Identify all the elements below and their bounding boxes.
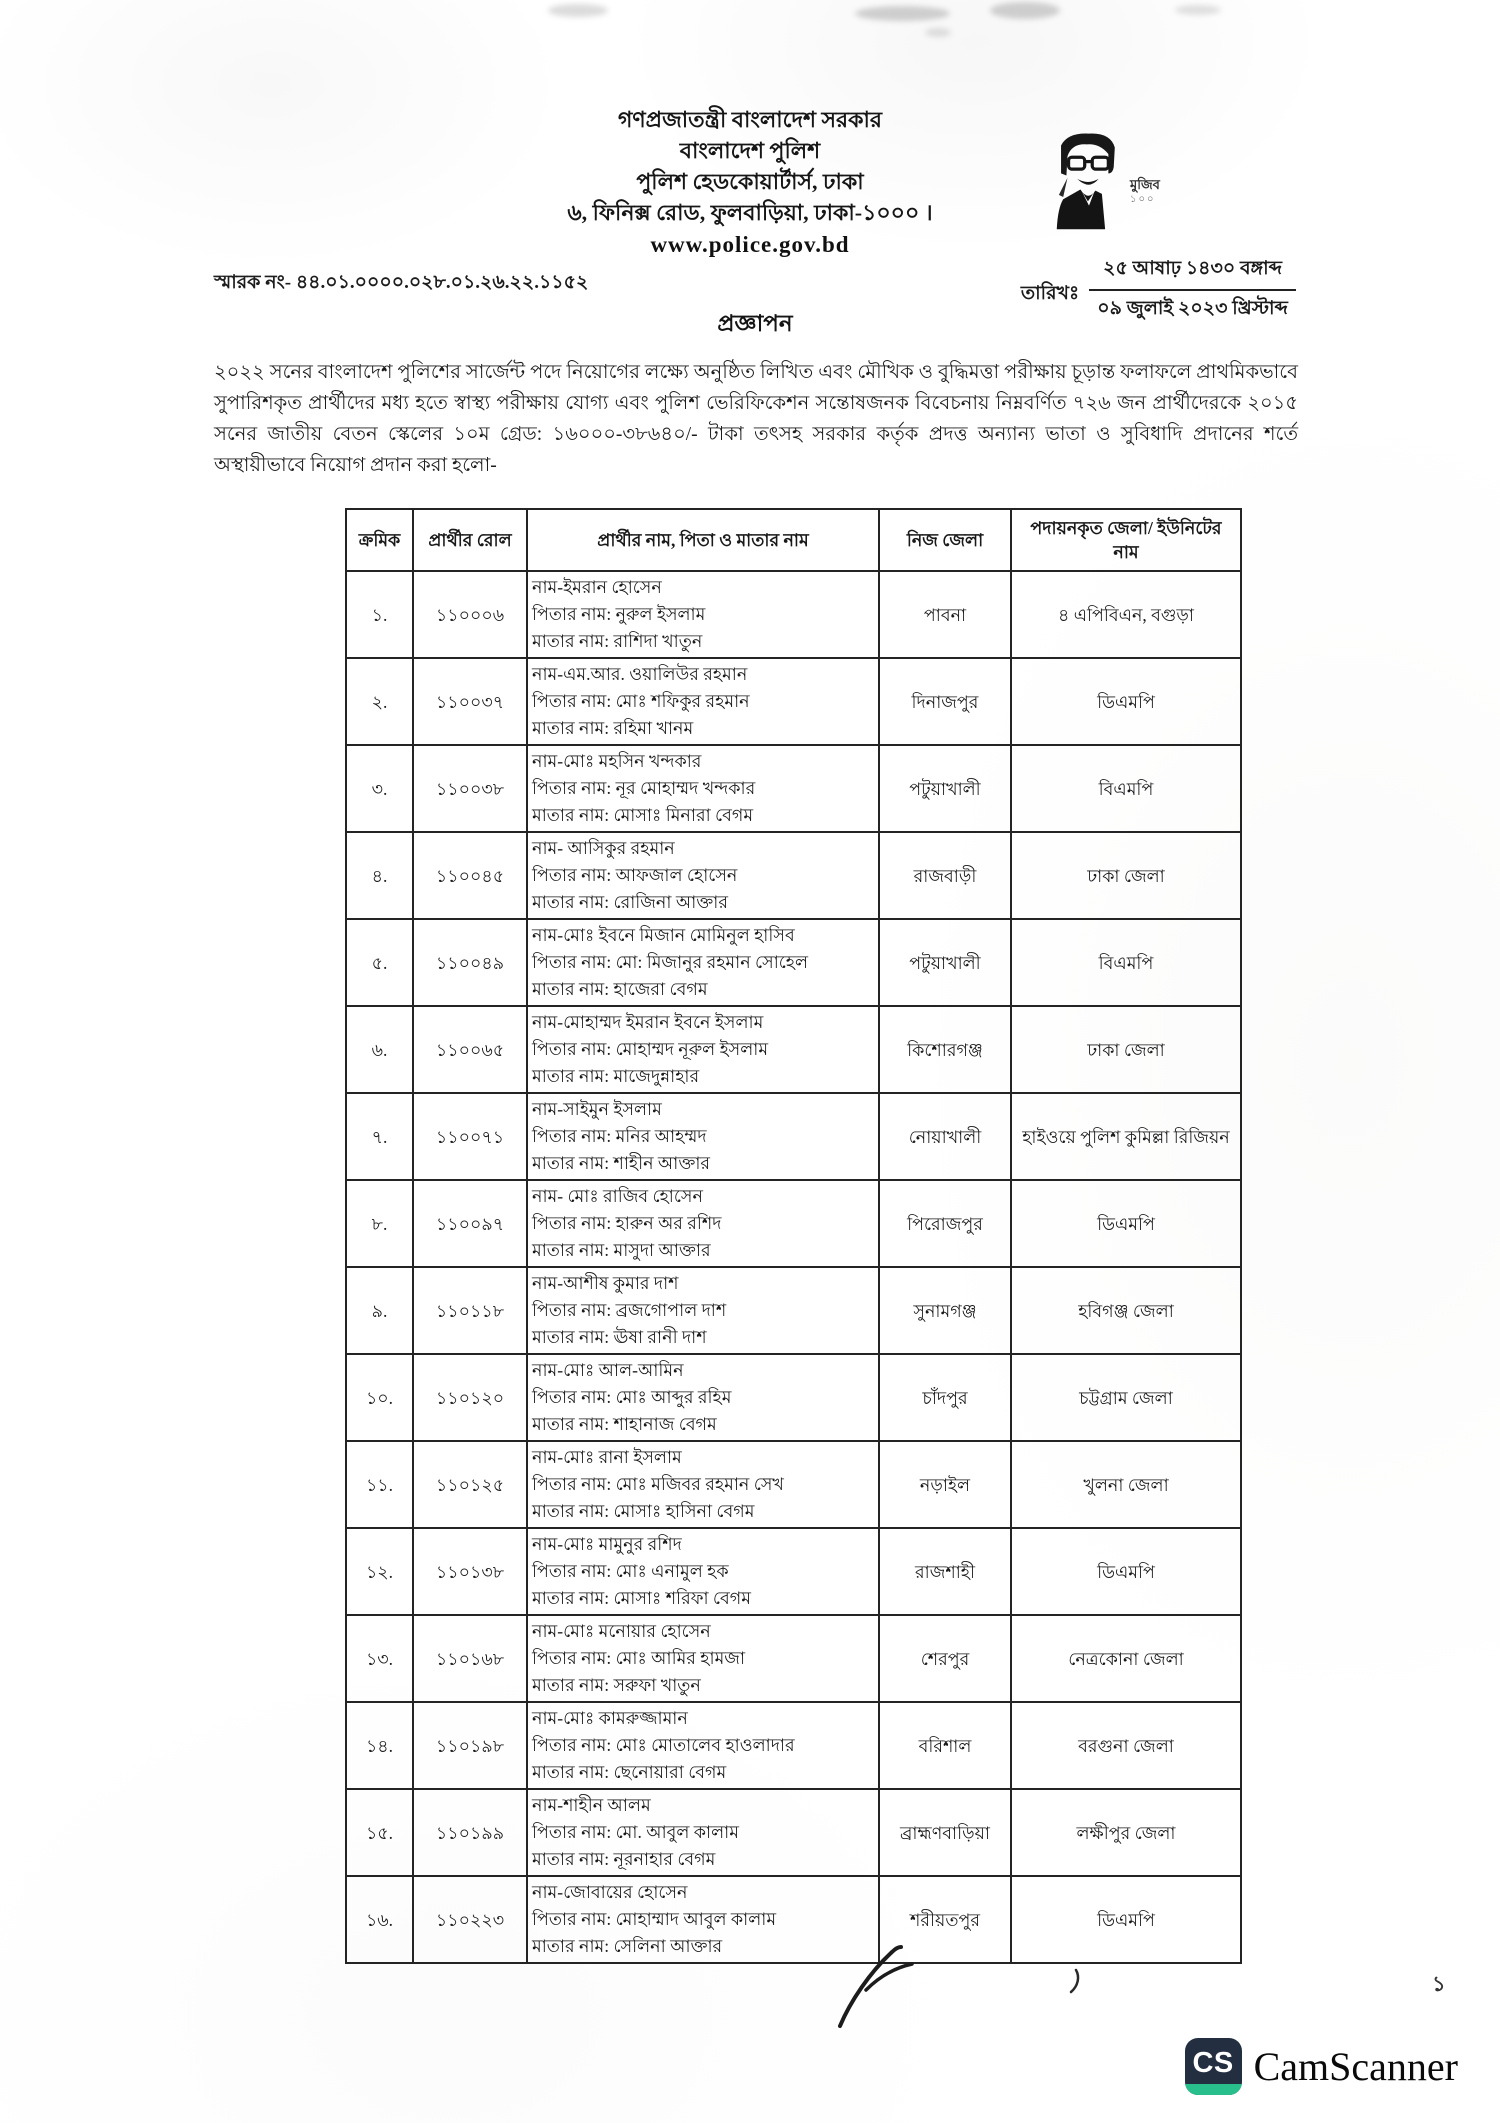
name-cell bbox=[527, 1180, 879, 1267]
name-cell bbox=[527, 1006, 879, 1093]
candidate-name: নাম-মোঃ রানা ইসলাম bbox=[532, 1447, 682, 1467]
serial-cell: ১৪. bbox=[346, 1702, 413, 1789]
candidate-name: নাম-মোহাম্মদ ইমরান ইবনে ইসলাম bbox=[532, 1012, 764, 1032]
mother-name: মাতার নাম: মাজেদুন্নাহার bbox=[532, 1066, 700, 1086]
scan-smudge bbox=[1175, 5, 1221, 15]
name-cell bbox=[527, 1093, 879, 1180]
candidate-name: নাম-এম.আর. ওয়ালিউর রহমান bbox=[532, 664, 748, 684]
candidate-name: নাম-মোঃ কামরুজ্জামান bbox=[532, 1708, 688, 1728]
table-row bbox=[346, 1702, 1241, 1789]
posting-cell: চট্টগ্রাম জেলা bbox=[1011, 1354, 1241, 1441]
scan-smudge bbox=[925, 28, 951, 37]
date-bangla: ২৫ আষাঢ় ১৪৩০ বঙ্গাব্দ bbox=[1089, 254, 1296, 291]
office-address: ৬, ফিনিক্স রোড, ফুলবাড়িয়া, ঢাকা-১০০০ । bbox=[567, 200, 933, 225]
serial-cell: ১২. bbox=[346, 1528, 413, 1615]
district-cell: বরিশাল bbox=[879, 1702, 1011, 1789]
candidate-name: নাম- আসিকুর রহমান bbox=[532, 838, 675, 858]
district-cell: পটুয়াখালী bbox=[879, 919, 1011, 1006]
father-name: পিতার নাম: মো. আবুল কালাম bbox=[532, 1822, 739, 1842]
posting-cell: ডিএমপি bbox=[1011, 1876, 1241, 1963]
posting-cell: হবিগঞ্জ জেলা bbox=[1011, 1267, 1241, 1354]
mother-name: মাতার নাম: মাসুদা আক্তার bbox=[532, 1240, 711, 1260]
district-cell: ব্রাহ্মণবাড়িয়া bbox=[879, 1789, 1011, 1876]
roll-cell: ১১০০৪৯ bbox=[413, 919, 527, 1006]
serial-cell: ৮. bbox=[346, 1180, 413, 1267]
posting-cell: বিএমপি bbox=[1011, 745, 1241, 832]
father-name: পিতার নাম: মোঃ মজিবর রহমান সেখ bbox=[532, 1474, 784, 1494]
candidate-name: নাম-মোঃ আল-আমিন bbox=[532, 1360, 684, 1380]
posting-cell: ডিএমপি bbox=[1011, 1528, 1241, 1615]
candidate-name: নাম- মোঃ রাজিব হোসেন bbox=[532, 1186, 703, 1206]
mujib-100-logo bbox=[1046, 130, 1196, 240]
camscanner-wordmark: CamScanner bbox=[1253, 2044, 1458, 2089]
name-cell bbox=[527, 1789, 879, 1876]
serial-cell: ১৩. bbox=[346, 1615, 413, 1702]
roll-cell: ১১০০৬৫ bbox=[413, 1006, 527, 1093]
table-row bbox=[346, 1528, 1241, 1615]
district-cell: পিরোজপুর bbox=[879, 1180, 1011, 1267]
serial-cell: ১. bbox=[346, 571, 413, 658]
table-row bbox=[346, 1354, 1241, 1441]
district-cell: পাবনা bbox=[879, 571, 1011, 658]
mother-name: মাতার নাম: ছেনোয়ারা বেগম bbox=[532, 1762, 727, 1782]
roll-cell: ১১০০৩৮ bbox=[413, 745, 527, 832]
document-title: প্রজ্ঞাপন bbox=[717, 311, 793, 336]
mujib-100-portrait-icon bbox=[1046, 130, 1132, 234]
table-row bbox=[346, 745, 1241, 832]
district-cell: শরীয়তপুর bbox=[879, 1876, 1011, 1963]
serial-cell: ৯. bbox=[346, 1267, 413, 1354]
serial-cell: ৩. bbox=[346, 745, 413, 832]
camscanner-cs-icon bbox=[1185, 2038, 1242, 2095]
body-paragraph: ২০২২ সনের বাংলাদেশ পুলিশের সার্জেন্ট পদে নিয়োগের লক্ষ্যে অনুষ্ঠিত লিখিত এবং মৌখিক ও বুদ্ধিমত্তা পরীক্ষায় চূড়ান্ত ফলাফলে প্রাথমিকভাবে সুপারিশকৃত প্রার্থীদের মধ্য হতে স্বাস্থ্য পরীক্ষায় যোগ্য এবং পুলিশ ভেরিফিকেশন সন্তোষজনক বিবেচনায় নিম্নবর্ণিত ৭২৬ জন প্রার্থীদেরকে ২০১৫ সনের জাতীয় বেতন স্কেলের ১০ম গ্রেড: ১৬০০০-৩৮৬৪০/- টাকা তৎসহ সরকার কর্তৃক প্রদত্ত অন্যান্য ভাতা ও সুবিধাদি প্রদানের শর্তে অস্থায়ীভাবে নিয়োগ প্রদান করা হলো- bbox=[214, 362, 1298, 476]
office-name: পুলিশ হেডকোয়ার্টার্স, ঢাকা bbox=[636, 169, 864, 194]
name-cell bbox=[527, 1615, 879, 1702]
serial-cell: ৫. bbox=[346, 919, 413, 1006]
candidate-name: নাম-ইমরান হোসেন bbox=[532, 577, 662, 597]
header-district: নিজ জেলা bbox=[879, 509, 1011, 571]
district-cell: নড়াইল bbox=[879, 1441, 1011, 1528]
org-name: বাংলাদেশ পুলিশ bbox=[679, 138, 821, 163]
posting-cell: ৪ এপিবিএন, বগুড়া bbox=[1011, 571, 1241, 658]
website-text: www.police.gov.bd bbox=[650, 232, 850, 257]
mother-name: মাতার নাম: শাহীন আক্তার bbox=[532, 1153, 711, 1173]
posting-cell: খুলনা জেলা bbox=[1011, 1441, 1241, 1528]
mother-name: মাতার নাম: মোসাঃ মিনারা বেগম bbox=[532, 805, 754, 825]
father-name: পিতার নাম: মোঃ এনামুল হক bbox=[532, 1561, 729, 1581]
mother-name: মাতার নাম: শাহানাজ বেগম bbox=[532, 1414, 717, 1434]
father-name: পিতার নাম: মোহাম্মাদ আবুল কালাম bbox=[532, 1909, 777, 1929]
page-number: ১ bbox=[1432, 1972, 1446, 1996]
mother-name: মাতার নাম: রহিমা খানম bbox=[532, 718, 694, 738]
mother-name: মাতার নাম: সেলিনা আক্তার bbox=[532, 1936, 723, 1956]
candidate-name: নাম-জোবায়ের হোসেন bbox=[532, 1882, 688, 1902]
father-name: পিতার নাম: মোঃ আব্দুর রহিম bbox=[532, 1387, 732, 1407]
posting-cell: হাইওয়ে পুলিশ কুমিল্লা রিজিয়ন bbox=[1011, 1093, 1241, 1180]
camscanner-footer bbox=[1185, 2038, 1458, 2095]
name-cell bbox=[527, 919, 879, 1006]
roll-cell: ১১০১২৫ bbox=[413, 1441, 527, 1528]
table-row bbox=[346, 919, 1241, 1006]
posting-cell: নেত্রকোনা জেলা bbox=[1011, 1615, 1241, 1702]
district-cell: সুনামগঞ্জ bbox=[879, 1267, 1011, 1354]
roll-cell: ১১০০৯৭ bbox=[413, 1180, 527, 1267]
candidate-name: নাম-মোঃ মহসিন খন্দকার bbox=[532, 751, 702, 771]
serial-cell: ৭. bbox=[346, 1093, 413, 1180]
table-row bbox=[346, 1180, 1241, 1267]
mother-name: মাতার নাম: ঊষা রানী দাশ bbox=[532, 1327, 707, 1347]
table-header-row bbox=[346, 509, 1241, 571]
district-cell: কিশোরগঞ্জ bbox=[879, 1006, 1011, 1093]
father-name: পিতার নাম: নূর মোহাম্মদ খন্দকার bbox=[532, 778, 756, 798]
father-name: পিতার নাম: ব্রজগোপাল দাশ bbox=[532, 1300, 727, 1320]
table-row bbox=[346, 1093, 1241, 1180]
district-cell: দিনাজপুর bbox=[879, 658, 1011, 745]
candidate-name: নাম-মোঃ মামুনুর রশিদ bbox=[532, 1534, 682, 1554]
header-roll: প্রার্থীর রোল bbox=[413, 509, 527, 571]
father-name: পিতার নাম: মোঃ আমির হামজা bbox=[532, 1648, 746, 1668]
serial-cell: ২. bbox=[346, 658, 413, 745]
date-gregorian: ০৯ জুলাই ২০২৩ খ্রিস্টাব্দ bbox=[1097, 298, 1288, 319]
roll-cell: ১১০১৯৯ bbox=[413, 1789, 527, 1876]
name-cell bbox=[527, 1702, 879, 1789]
scan-smudge bbox=[548, 4, 608, 17]
name-cell bbox=[527, 745, 879, 832]
name-cell bbox=[527, 1441, 879, 1528]
district-cell: রাজশাহী bbox=[879, 1528, 1011, 1615]
scan-smudge bbox=[855, 6, 950, 21]
father-name: পিতার নাম: মোঃ মোতালেব হাওলাদার bbox=[532, 1735, 795, 1755]
roll-cell: ১১০০৪৫ bbox=[413, 832, 527, 919]
table-row bbox=[346, 1615, 1241, 1702]
name-cell bbox=[527, 1267, 879, 1354]
table-row bbox=[346, 1789, 1241, 1876]
header-serial: ক্রমিক bbox=[346, 509, 413, 571]
candidate-name: নাম-শাহীন আলম bbox=[532, 1795, 651, 1815]
table-row bbox=[346, 832, 1241, 919]
serial-cell: ১১. bbox=[346, 1441, 413, 1528]
posting-cell: ডিএমপি bbox=[1011, 1180, 1241, 1267]
posting-cell: ঢাকা জেলা bbox=[1011, 1006, 1241, 1093]
district-cell: পটুয়াখালী bbox=[879, 745, 1011, 832]
table-row bbox=[346, 1876, 1241, 1963]
government-name: গণপ্রজাতন্ত্রী বাংলাদেশ সরকার bbox=[617, 107, 883, 132]
posting-cell: ঢাকা জেলা bbox=[1011, 832, 1241, 919]
name-cell bbox=[527, 571, 879, 658]
district-cell: রাজবাড়ী bbox=[879, 832, 1011, 919]
district-cell: নোয়াখালী bbox=[879, 1093, 1011, 1180]
roll-cell: ১১০১৬৮ bbox=[413, 1615, 527, 1702]
roll-cell: ১১০১৯৮ bbox=[413, 1702, 527, 1789]
table-row bbox=[346, 1441, 1241, 1528]
serial-cell: ১০. bbox=[346, 1354, 413, 1441]
mother-name: মাতার নাম: রাশিদা খাতুন bbox=[532, 631, 703, 651]
district-cell: শেরপুর bbox=[879, 1615, 1011, 1702]
header-name: প্রার্থীর নাম, পিতা ও মাতার নাম bbox=[527, 509, 879, 571]
roll-cell: ১১০০৩৭ bbox=[413, 658, 527, 745]
roll-cell: ১১০০০৬ bbox=[413, 571, 527, 658]
table-body bbox=[346, 571, 1241, 1963]
father-name: পিতার নাম: মো: মিজানুর রহমান সোহেল bbox=[532, 952, 809, 972]
serial-cell: ১৬. bbox=[346, 1876, 413, 1963]
mother-name: মাতার নাম: সরুফা খাতুন bbox=[532, 1675, 701, 1695]
date-label: তারিখঃ bbox=[1020, 283, 1080, 304]
name-cell bbox=[527, 1528, 879, 1615]
table-row bbox=[346, 1267, 1241, 1354]
table-row bbox=[346, 1006, 1241, 1093]
name-cell bbox=[527, 658, 879, 745]
district-cell: চাঁদপুর bbox=[879, 1354, 1011, 1441]
roll-cell: ১১০২২৩ bbox=[413, 1876, 527, 1963]
roll-cell: ১১০০৭১ bbox=[413, 1093, 527, 1180]
posting-cell: লক্ষীপুর জেলা bbox=[1011, 1789, 1241, 1876]
serial-cell: ৪. bbox=[346, 832, 413, 919]
candidate-table bbox=[345, 508, 1242, 1964]
candidate-table-wrap bbox=[345, 508, 1240, 1964]
mujib-100-wordmark: মুজিব ১০০ bbox=[1130, 177, 1160, 205]
posting-cell: ডিএমপি bbox=[1011, 658, 1241, 745]
header-posting: পদায়নকৃত জেলা/ ইউনিটের নাম bbox=[1011, 509, 1241, 571]
serial-cell: ৬. bbox=[346, 1006, 413, 1093]
mother-name: মাতার নাম: মোসাঃ হাসিনা বেগম bbox=[532, 1501, 755, 1521]
scan-smudge bbox=[990, 2, 1060, 19]
mother-name: মাতার নাম: নূরনাহার বেগম bbox=[532, 1849, 716, 1869]
letterhead bbox=[0, 104, 1500, 261]
cs-badge-green-band bbox=[1185, 2084, 1242, 2095]
cs-initials: CS bbox=[1192, 2046, 1234, 2079]
father-name: পিতার নাম: মনির আহম্মদ bbox=[532, 1126, 707, 1146]
mother-name: মাতার নাম: হাজেরা বেগম bbox=[532, 979, 708, 999]
name-cell bbox=[527, 1354, 879, 1441]
candidate-name: নাম-আশীষ কুমার দাশ bbox=[532, 1273, 679, 1293]
father-name: পিতার নাম: হারুন অর রশিদ bbox=[532, 1213, 722, 1233]
serial-cell: ১৫. bbox=[346, 1789, 413, 1876]
father-name: পিতার নাম: মোঃ শফিকুর রহমান bbox=[532, 691, 750, 711]
mother-name: মাতার নাম: রোজিনা আক্তার bbox=[532, 892, 728, 912]
memo-number: স্মারক নং- ৪৪.০১.০০০০.০২৮.০১.২৬.২২.১১৫২ bbox=[214, 272, 589, 293]
posting-cell: বরগুনা জেলা bbox=[1011, 1702, 1241, 1789]
table-row bbox=[346, 658, 1241, 745]
father-name: পিতার নাম: আফজাল হোসেন bbox=[532, 865, 738, 885]
candidate-name: নাম-মোঃ ইবনে মিজান মোমিনুল হাসিব bbox=[532, 925, 795, 945]
father-name: পিতার নাম: নুরুল ইসলাম bbox=[532, 604, 706, 624]
candidate-name: নাম-সাইমুন ইসলাম bbox=[532, 1099, 662, 1119]
handwritten-checkmark-icon bbox=[818, 1938, 968, 2035]
roll-cell: ১১০১১৮ bbox=[413, 1267, 527, 1354]
father-name: পিতার নাম: মোহাম্মদ নূরুল ইসলাম bbox=[532, 1039, 769, 1059]
posting-cell: বিএমপি bbox=[1011, 919, 1241, 1006]
pen-stray-mark-icon bbox=[1068, 1968, 1082, 1999]
roll-cell: ১১০১৩৮ bbox=[413, 1528, 527, 1615]
candidate-name: নাম-মোঃ মনোয়ার হোসেন bbox=[532, 1621, 711, 1641]
mother-name: মাতার নাম: মোসাঃ শরিফা বেগম bbox=[532, 1588, 751, 1608]
name-cell bbox=[527, 832, 879, 919]
table-row bbox=[346, 571, 1241, 658]
roll-cell: ১১০১২০ bbox=[413, 1354, 527, 1441]
